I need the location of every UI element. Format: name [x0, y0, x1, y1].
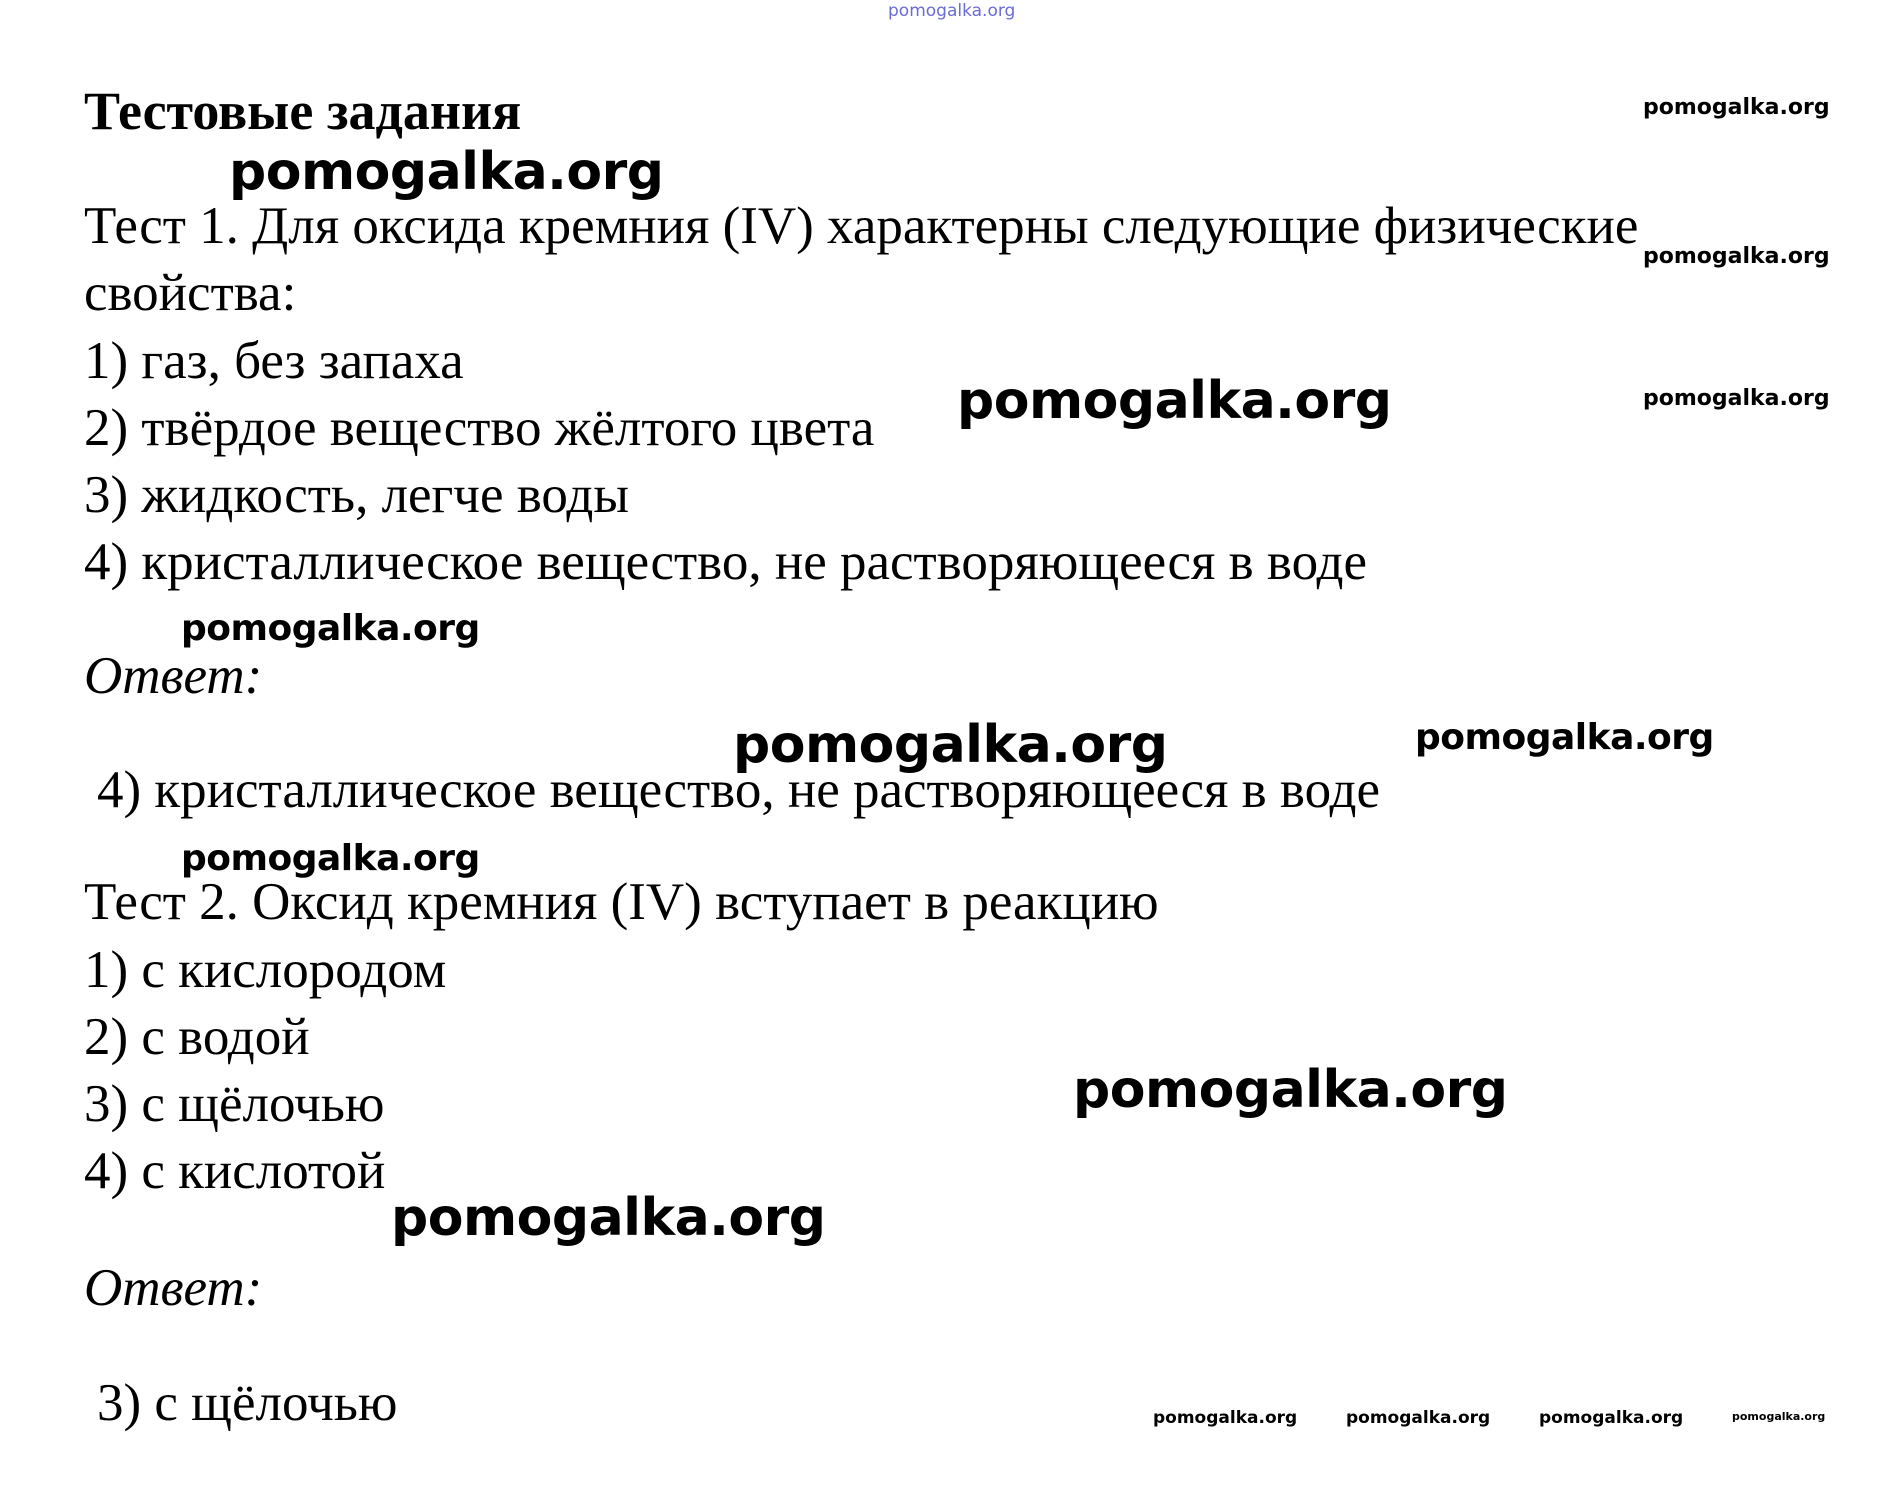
test1-option-1: 1) газ, без запаха: [84, 332, 464, 390]
watermark: pomogalka.org: [1539, 1408, 1684, 1428]
test1-answer: 4) кристаллическое вещество, не растворяющееся в воде: [97, 761, 1381, 819]
watermark: pomogalka.org: [733, 715, 1168, 775]
test2-option-2: 2) с водой: [84, 1008, 310, 1066]
watermark: pomogalka.org: [1153, 1408, 1298, 1428]
watermark: pomogalka.org: [1073, 1060, 1508, 1120]
test2-option-3: 3) с щёлочью: [84, 1075, 385, 1133]
watermark: pomogalka.org: [1415, 717, 1714, 758]
watermark: pomogalka.org: [1346, 1408, 1491, 1428]
watermark: pomogalka.org: [957, 371, 1392, 431]
test2-option-4: 4) с кислотой: [84, 1142, 386, 1200]
test2-question: Тест 2. Оксид кремния (IV) вступает в реакцию: [84, 873, 1159, 931]
test1-option-4: 4) кристаллическое вещество, не растворяющееся в воде: [84, 533, 1368, 591]
test1-question-line1: Тест 1. Для оксида кремния (IV) характерны следующие физические: [84, 197, 1639, 255]
test2-answer: 3) с щёлочью: [97, 1374, 398, 1432]
watermark: pomogalka.org: [181, 608, 480, 649]
watermark: pomogalka.org: [181, 838, 480, 879]
watermark: pomogalka.org: [1643, 95, 1830, 120]
test1-option-3: 3) жидкость, легче воды: [84, 466, 629, 524]
watermark: pomogalka.org: [1643, 386, 1830, 411]
test2-answer-label: Ответ:: [84, 1259, 263, 1317]
watermark: pomogalka.org: [1643, 244, 1830, 269]
test1-answer-label: Ответ:: [84, 647, 263, 705]
watermark: pomogalka.org: [1732, 1410, 1826, 1423]
watermark: pomogalka.org: [888, 1, 1016, 21]
watermark: pomogalka.org: [229, 142, 664, 202]
watermark: pomogalka.org: [391, 1188, 826, 1248]
test2-option-1: 1) с кислородом: [84, 941, 447, 999]
section-title: Тестовые задания: [84, 81, 522, 141]
test1-question-line2: свойства:: [84, 264, 297, 322]
test1-option-2: 2) твёрдое вещество жёлтого цвета: [84, 399, 875, 457]
